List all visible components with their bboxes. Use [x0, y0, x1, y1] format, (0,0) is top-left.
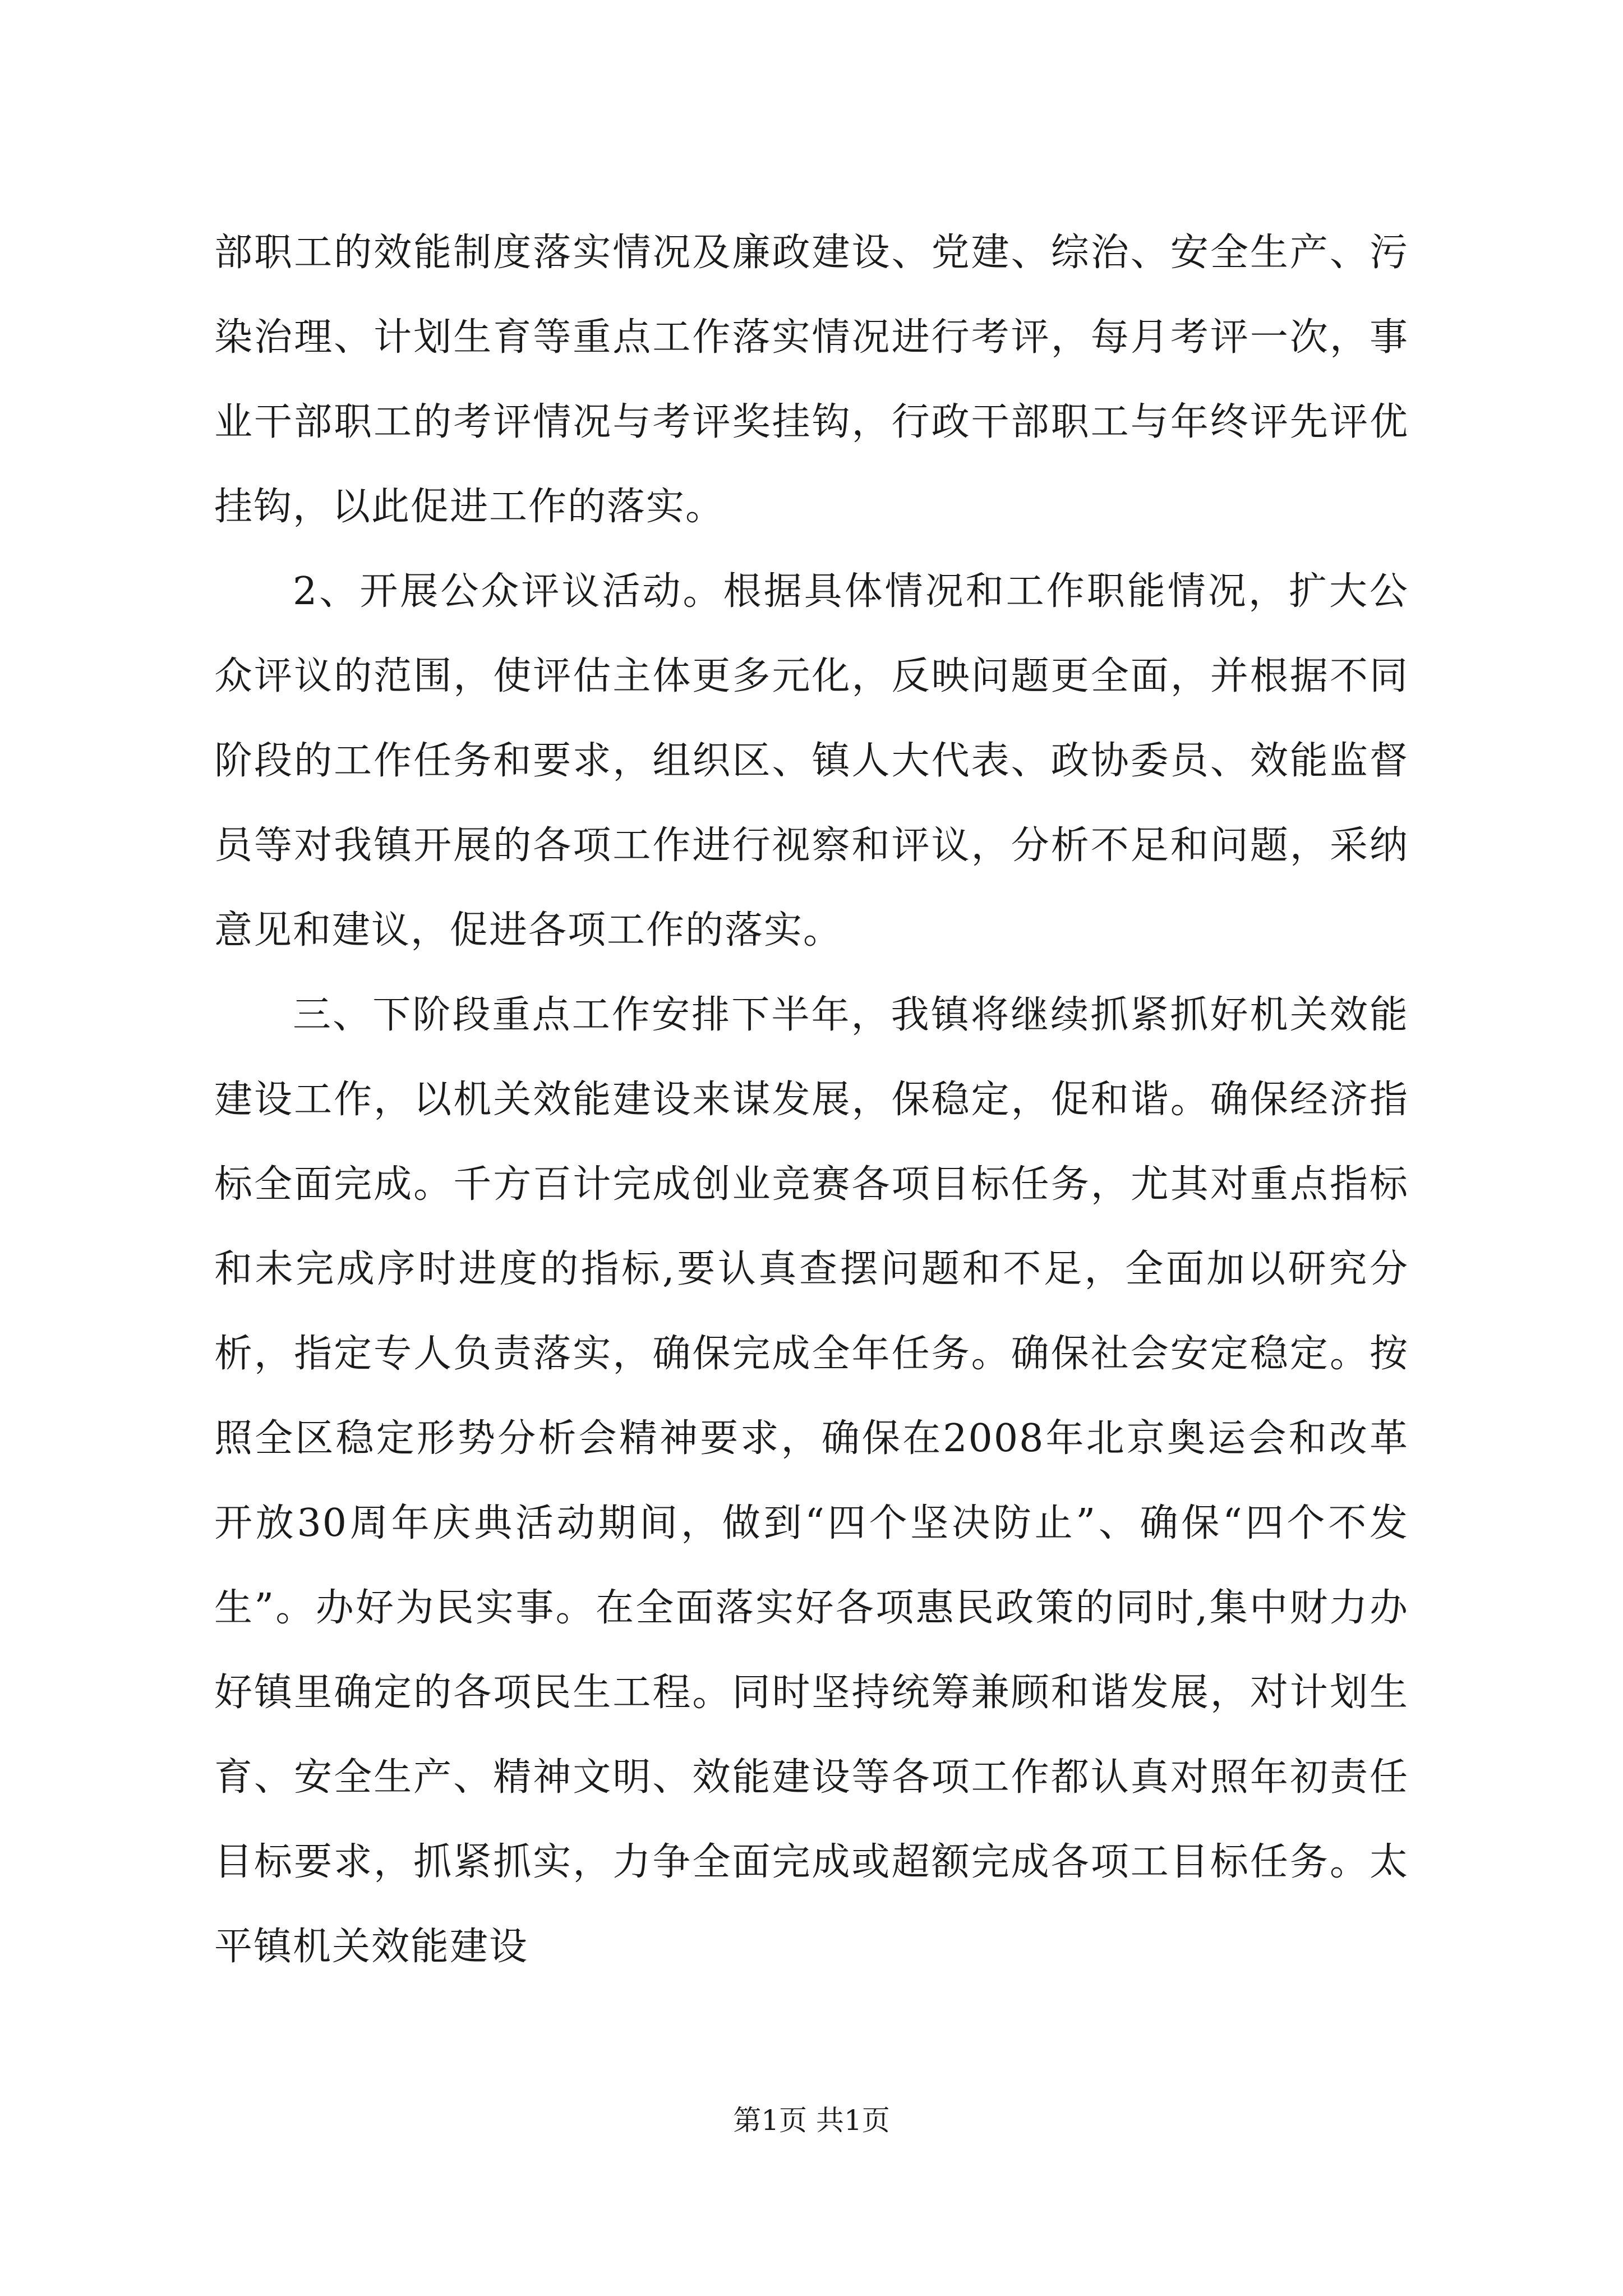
paragraph-public-review: 2、开展公众评议活动。根据具体情况和工作职能情况，扩大公众评议的范围，使评估主体更多元化，反映问题更全面，并根据不同阶段的工作任务和要求，组织区、镇人大代表、政协委员、效能监督员等对我镇开展的各项工作进行视察和评议，分析不足和问题，采纳意见和建议，促进各项工作的落实。 — [214, 569, 1409, 953]
document-body — [214, 210, 1409, 1989]
paragraph-continuation: 部职工的效能制度落实情况及廉政建设、党建、综治、安全生产、污染治理、计划生育等重点工作落实情况进行考评，每月考评一次，事业干部职工的考评情况与考评奖挂钩，行政干部职工与年终评先评优挂钩，以此促进工作的落实。 — [214, 231, 1409, 529]
paragraph-next-stage-plan: 三、下阶段重点工作安排下半年，我镇将继续抓紧抓好机关效能建设工作，以机关效能建设来谋发展，保稳定，促和谐。确保经济指标全面完成。千方百计完成创业竞赛各项目标任务，尤其对重点指标和未完成序时进度的指标,要认真查摆问题和不足，全面加以研究分析，指定专人负责落实，确保完成全年任务。确保社会安定稳定。按照全区稳定形势分析会精神要求，确保在2008年北京奥运会和改革开放30周年庆典活动期间，做到“四个坚决防止”、确保“四个不发生”。办好为民实事。在全面落实好各项惠民政策的同时,集中财力办好镇里确定的各项民生工程。同时坚持统筹兼顾和谐发展，对计划生育、安全生产、精神文明、效能建设等各项工作都认真对照年初责任目标要求，抓紧抓实，力争全面完成或超额完成各项工目标任务。太平镇机关效能建设 — [214, 993, 1409, 1969]
page-footer: 第1页 共1页 — [733, 2104, 890, 2137]
